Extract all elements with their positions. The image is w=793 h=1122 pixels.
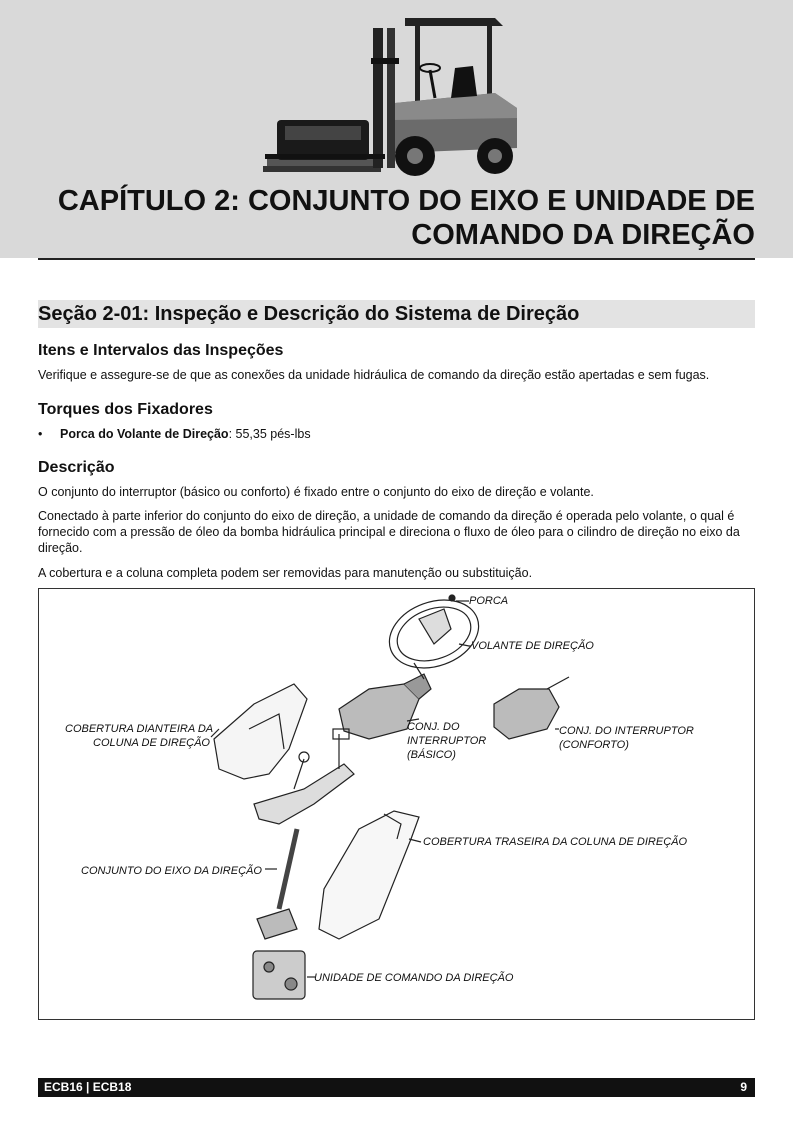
callout-switch-comfort-line2: (CONFORTO) <box>559 739 629 751</box>
callout-switch-basic-line3: (BÁSICO) <box>407 749 456 761</box>
callout-front-cover-line2: COLUNA DE DIREÇÃO <box>93 737 210 749</box>
page-footer <box>38 1078 755 1097</box>
torque-item <box>38 426 311 442</box>
torque-item-label: Porca do Volante de Direção <box>60 427 229 441</box>
callout-switch-basic-line1: CONJ. DO <box>407 721 460 733</box>
description-p3: A cobertura e a coluna completa podem ser removidas para manutenção ou substituição. <box>38 566 533 580</box>
chapter-title <box>35 184 755 252</box>
bullet-dot: • <box>38 427 43 441</box>
callout-rear-cover: COBERTURA TRASEIRA DA COLUNA DE DIREÇÃO <box>423 836 688 848</box>
header-divider <box>38 258 755 260</box>
callout-switch-basic <box>407 720 486 762</box>
page-number: 9 <box>740 1080 747 1094</box>
chapter-title-line2: COMANDO DA DIREÇÃO <box>411 219 755 251</box>
callout-front-cover-line1: COBERTURA DIANTEIRA DA <box>65 723 214 735</box>
section-title: Seção 2-01: Inspeção e Descrição do Sistema de Direção <box>38 303 580 325</box>
inspections-heading: Itens e Intervalos das Inspeções <box>38 342 284 359</box>
torque-item-value: : 55,35 pés-lbs <box>228 427 311 441</box>
chapter-title-line1: CAPÍTULO 2: CONJUNTO DO EIXO E UNIDADE DE <box>57 185 755 217</box>
callout-switch-basic-line2: INTERRUPTOR <box>407 735 487 747</box>
description-p2: Conectado à parte inferior do conjunto do eixo de direção, a unidade de comando da direção é operada pelo volante, o qual é fornecido com a pressão de óleo da bomba hidráulica principal e direciona o fluxo de óleo para o cilindro de direção no eixo da direção. <box>38 509 740 555</box>
description-p1: O conjunto do interruptor (básico ou conforto) é fixado entre o conjunto do eixo de direção e volante. <box>38 485 594 499</box>
exploded-view-figure <box>38 588 755 1020</box>
inspections-text: Verifique e assegure-se de que as conexões da unidade hidráulica de comando da direção estão apertadas e sem fugas. <box>38 368 710 382</box>
footer-models: ECB16 | ECB18 <box>44 1080 132 1094</box>
torques-heading: Torques dos Fixadores <box>38 401 213 418</box>
callout-switch-comfort-line1: CONJ. DO INTERRUPTOR <box>559 725 694 737</box>
callout-front-cover <box>65 722 214 750</box>
callout-control-unit: UNIDADE DE COMANDO DA DIREÇÃO <box>314 972 514 984</box>
steering-assembly-drawing <box>39 589 754 1019</box>
callout-switch-comfort <box>559 724 694 752</box>
callout-shaft: CONJUNTO DO EIXO DA DIREÇÃO <box>81 865 262 877</box>
callout-steering-wheel: VOLANTE DE DIREÇÃO <box>471 640 594 652</box>
forklift-illustration <box>255 8 535 180</box>
description-heading: Descrição <box>38 459 115 476</box>
callout-nut: PORCA <box>469 595 509 607</box>
